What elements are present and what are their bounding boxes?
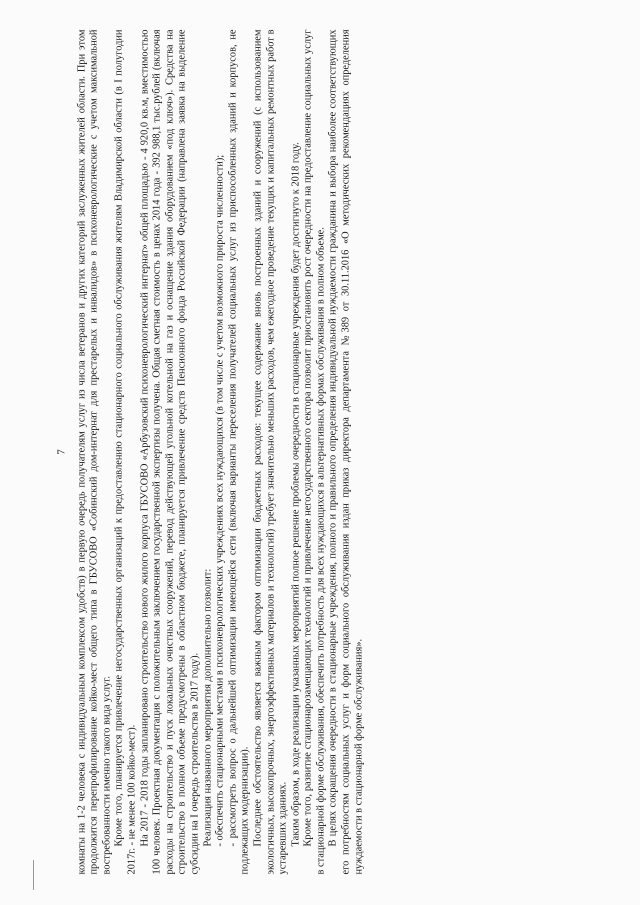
paragraph-4: Реализация названного мероприятия дополнительно позволит: <box>202 568 214 847</box>
paragraph-9: Кроме того, развитие стационарозамещающих технологий и привлечение негосударственного сектора позволит приостановить рост очередности на предоставление социальных услуг в стационарной форме обслуживания, обеспечить потребность для всех нуждающихся в альтернативных формах обслуживания в полном объеме. <box>302 29 327 875</box>
paragraph-8: Таким образом, в ходе реализации указанных мероприятий полное решение проблемы очередности в стационарные учреждения будет достигнуто к 2018 году. <box>290 142 302 847</box>
paragraph-6: - рассмотреть вопрос о дальнейшей оптимизации имеющейся сети (включая варианты переселения получателей социальных услуг из приспособленных зданий и корпусов, не подлежащих модернизации). <box>227 29 251 875</box>
paragraph-10: В целях сокращения очередности в стационарные учреждения, полного и правильного определения индивидуальной нуждаемости гражданина и выбора наиболее соответствующих его потребностям социальных услуг и форм социального обслуживания издан приказ директора департамента №389 от 30.11.2016 «О методических рекомендациях определения нуждаемости в стационарной форме обслуживания». <box>327 29 365 875</box>
rotated-text-block <box>56 30 616 875</box>
paragraph-7: Последнее обстоятельство является важным фактором оптимизации бюджетных расходов: текущее содержание вновь построенных зданий и сооружений (с использованием экологичных, высокопрочных, энергоэффективных материалов и технологий) требует значительно меньших расходов, чем ежегодное проведение текущих и капитальных ремонтных работ в устаревших зданиях. <box>252 29 289 875</box>
paragraph-3: На 2017 - 2018 годы запланировано строительство нового жилого корпуса ГБУСОВО «Арбузовский психоневрологический интернат» общей площадью - 4 920,0 кв.м, вместимостью 100 человек. Проектная документация с положительным заключением государственной экспертизы получена. Общая сметная стоимость в ценах 2014 года - 392 988,1 тыс.рублей (включая расходы на строительство и пуск локальных очистных сооружений, перевод действующей угольной котельной на газ и оснащение здания оборудованием «под ключ»). Средства на строительство в полном объеме предусмотрены в областном бюджете, планируется привлечение средств Пенсионного фонда Российской Федерации (направлена заявка на выделение субсидии на I очередь строительства в 2017 году). <box>139 29 201 875</box>
page-number: 7 <box>55 449 68 455</box>
paragraph-2: Кроме того, планируется привлечение негосударственных организаций к предоставлению стационарного социального обслуживания жителям Владимирской области (в I полугодии 2017г. - не менее 100 койко-мест). <box>113 29 138 875</box>
scan-edge-mark <box>33 860 34 890</box>
paragraph-1: комнаты на 1-2 человека с индивидуальным комплексом удобств) в первую очередь получателям услуг из числа ветеранов и других категорий заслуженных жителей области. При этом продолжится перепрофилирование койко-мест общего типа в ГБУСОВО «Собинский дом-интернат для престарелых и инвалидов» в психоневрологические с учетом максимальной востребованности именно такого вида услуг. <box>76 29 113 875</box>
paragraph-5: - обеспечить стационарными местами в психоневрологических учреждениях всех нуждающихся (в том числе с учетом возможного прироста численности); <box>214 154 226 847</box>
